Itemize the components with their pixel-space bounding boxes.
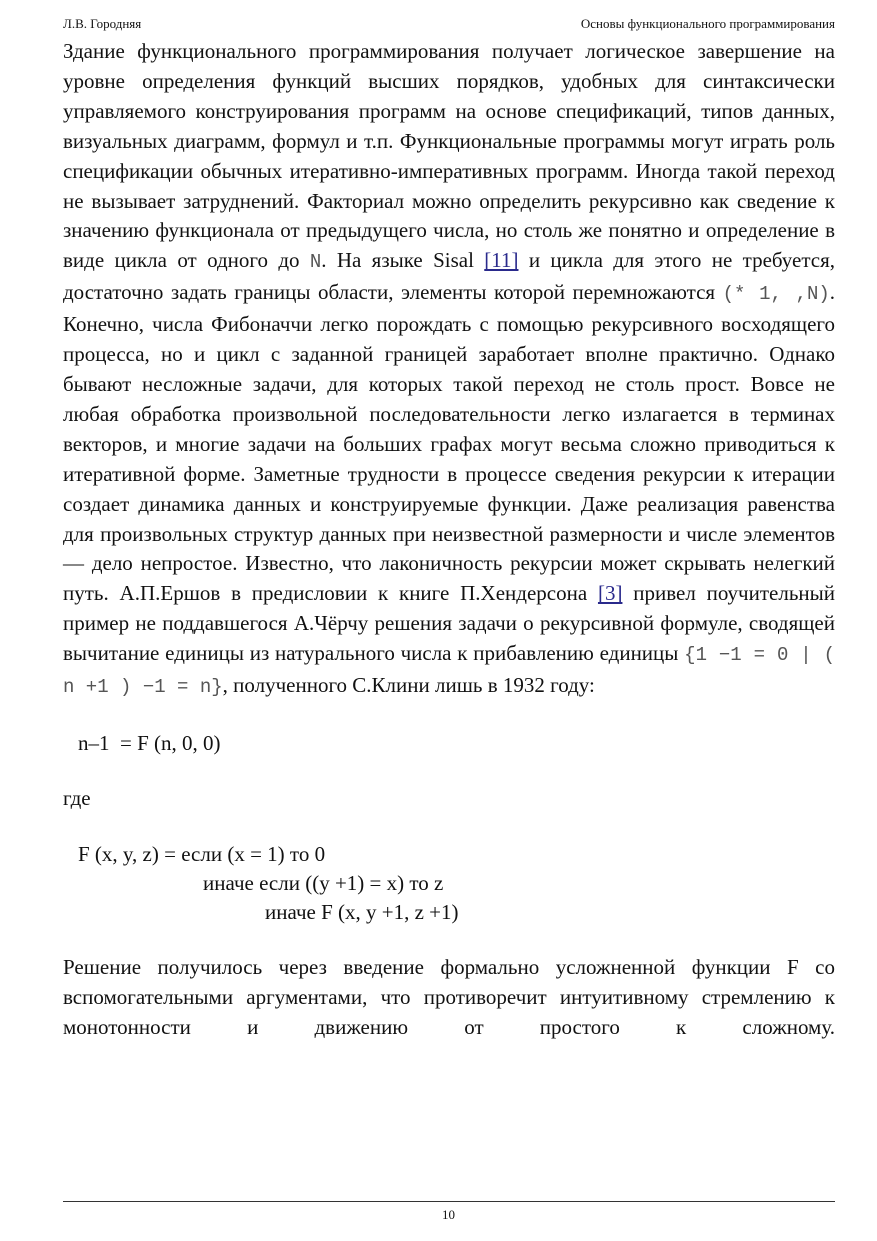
code-n: N	[309, 251, 322, 274]
p1-text-2: . На языке Sisal	[321, 248, 485, 273]
formula-f-definition	[63, 840, 835, 927]
header-title: Основы функционального программирования	[580, 16, 835, 31]
p1-text-4: . Конечно, числа Фибоначчи легко порождать с помощью рекурсивного восходящего процесса, но и цикл с заданной границей заработает вполне практично. Однако бывают несложные задачи, для которых такой переход не столь прост. Вовсе не любая обработка произвольной последовательности легко излагается в терминах векторов, и многие задачи на больших графах могут весьма сложно приводиться к итеративной форме. Заметные трудности в процессе сведения рекурсии к итерации создает динамика данных и конструируемые функции. Даже реализация равенства для произвольных структур данных при неизвестной размерности и числе элементов — дело непростое. Известно, что лаконичность рекурсии может скрывать нелегкий путь. А.П.Ершов в предисловии к книге П.Хендерсона	[63, 280, 835, 606]
formula-line-1: F (x, y, z) = если (x = 1) то 0	[78, 841, 326, 866]
reference-link-3[interactable]: [3]	[597, 581, 623, 606]
where-label: где	[63, 785, 91, 810]
p1-text-3: и цикла для этого не требуется, достаточно задать границы области, элементы которой перемножаются	[63, 248, 835, 305]
footer-divider	[63, 1201, 835, 1202]
paragraph-2: Решение получилось через введение формально усложненной функции F со вспомогательными аргументами, что противоречит интуитивному стремлению к монотонности и движению от простого к сложному.	[63, 954, 835, 1039]
formula-line-3: иначе F (x, y +1, z +1)	[265, 899, 459, 924]
page-number: 10	[442, 1207, 455, 1222]
code-multiplication: (* 1, ,N)	[722, 283, 830, 306]
p1-text-1: Здание функционального программирования получает логическое завершение на уровне определения функций высших порядков, удобных для синтаксически управляемого конструирования программ на основе спецификаций, типов данных, визуальных диаграмм, формул и т.п. Функциональные программы могут играть роль спецификации обычных итеративно-императивных программ. Иногда такой переход не вызывает затруднений. Факториал можно определить рекурсивно как сведение к значению функционала от предыдущего числа, но столь же понятно и определение в виде цикла от одного до	[63, 39, 835, 273]
p1-text-5: привел поучительный пример не поддавшегося А.Чёрчу решения задачи о рекурсивной формуле, сводящей вычитание единицы из натурального числа к прибавлению единицы	[63, 581, 835, 666]
formula-n-minus-1: n–1 = F (n, 0, 0)	[78, 730, 221, 755]
header-author: Л.В. Городняя	[63, 16, 142, 31]
formula-line-2: иначе если ((y +1) = x) то z	[203, 870, 444, 895]
paragraph-1	[63, 37, 835, 703]
page-body	[63, 37, 835, 1042]
page-header	[63, 16, 835, 34]
p1-text-6: , полученного С.Клини лишь в 1932 году:	[222, 673, 595, 698]
code-set-definition: {1 −1 = 0 | ( n +1 ) −1 = n}	[63, 644, 835, 699]
reference-link-11[interactable]: [11]	[484, 248, 519, 273]
